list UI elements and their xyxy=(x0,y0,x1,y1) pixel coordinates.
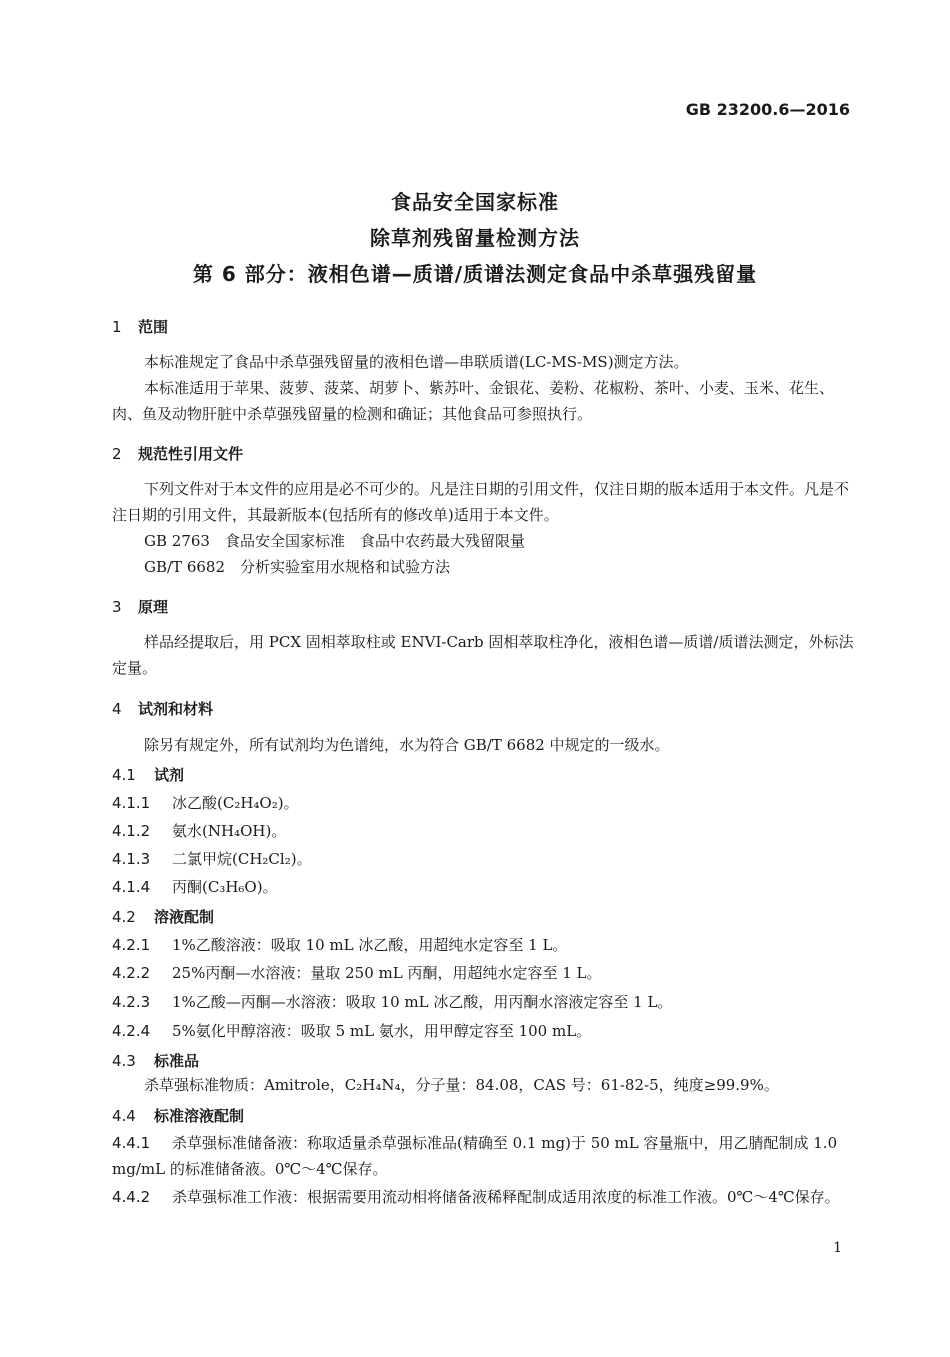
section-2-para-1: 下列文件对于本文件的应用是必不可少的。凡是注日期的引用文件，仅注日期的版本适用于本文件。凡是不注日期的引用文件，其最新版本(包括所有的修改单)适用于本文件。 xyxy=(112,480,850,524)
list-item: 4.2.2 25%丙酮—水溶液：量取 250 mL 丙酮，用超纯水定容至 1 L。 xyxy=(112,964,602,982)
section-3-para-1: 样品经提取后，用 PCX 固相萃取柱或 ENVI‑Carb 固相萃取柱净化，液相色谱—质谱/质谱法测定，外标法定量。 xyxy=(112,633,854,677)
section-4-4-1: 4.4.1 杀草强标准储备液：称取适量杀草强标准品(精确至 0.1 mg)于 50 mL 容量瓶中，用乙腈配制成 1.0 mg/mL 的标准储备液。0℃～4℃保存。 xyxy=(112,1134,838,1178)
section-3-heading: 3 原理 xyxy=(112,598,169,616)
section-2-heading: 2 规范性引用文件 xyxy=(112,445,244,463)
reference-gb2763: GB 2763 食品安全国家标准 食品中农药最大残留限量 xyxy=(144,532,525,550)
list-item: 4.1.2 氨水(NH₄OH)。 xyxy=(112,822,287,840)
reference-gbt6682: GB/T 6682 分析实验室用水规格和试验方法 xyxy=(144,558,451,576)
main-title: 食品安全国家标准 xyxy=(391,190,559,214)
standard-code: GB 23200.6—2016 xyxy=(685,100,850,119)
list-item: 4.2.4 5%氨化甲醇溶液：吸取 5 mL 氨水，用甲醇定容至 100 mL。 xyxy=(112,1022,592,1040)
section-4-4-heading: 4.4 标准溶液配制 xyxy=(112,1107,245,1125)
list-item: 4.1.1 冰乙酸(C₂H₄O₂)。 xyxy=(112,794,299,812)
sub-title: 除草剂残留量检测方法 xyxy=(370,226,580,250)
list-item: 4.2.3 1%乙酸—丙酮—水溶液：吸取 10 mL 冰乙酸，用丙酮水溶液定容至 1 L。 xyxy=(112,993,673,1011)
list-item: 4.1.4 丙酮(C₃H₆O)。 xyxy=(112,878,278,896)
section-4-3-heading: 4.3 标准品 xyxy=(112,1052,200,1070)
section-4-para-1: 除另有规定外，所有试剂均为色谱纯，水为符合 GB/T 6682 中规定的一级水。 xyxy=(144,736,670,754)
section-4-4-2: 4.4.2 杀草强标准工作液：根据需要用流动相将储备液稀释配制成适用浓度的标准工作液。0℃～4℃保存。 xyxy=(112,1188,840,1206)
section-1-para-1: 本标准规定了食品中杀草强残留量的液相色谱—串联质谱(LC‑MS‑MS)测定方法。 xyxy=(144,353,689,371)
section-4-2-heading: 4.2 溶液配制 xyxy=(112,908,215,926)
list-item: 4.2.1 1%乙酸溶液：吸取 10 mL 冰乙酸，用超纯水定容至 1 L。 xyxy=(112,936,568,954)
section-4-heading: 4 试剂和材料 xyxy=(112,700,214,718)
section-4-3-para-1: 杀草强标准物质：Amitrole，C₂H₄N₄，分子量：84.08，CAS 号：61‑82‑5，纯度≥99.9%。 xyxy=(144,1076,779,1094)
section-4-1-heading: 4.1 试剂 xyxy=(112,766,185,784)
part-title: 第 6 部分：液相色谱—质谱/质谱法测定食品中杀草强残留量 xyxy=(192,262,758,286)
page-number: 1 xyxy=(833,1240,842,1256)
section-1-heading: 1 范围 xyxy=(112,318,169,336)
section-1-para-2: 本标准适用于苹果、菠萝、菠菜、胡萝卜、紫苏叶、金银花、姜粉、花椒粉、茶叶、小麦、玉米、花生、肉、鱼及动物肝脏中杀草强残留量的检测和确证；其他食品可参照执行。 xyxy=(112,379,835,423)
list-item: 4.1.3 二氯甲烷(CH₂Cl₂)。 xyxy=(112,850,312,868)
